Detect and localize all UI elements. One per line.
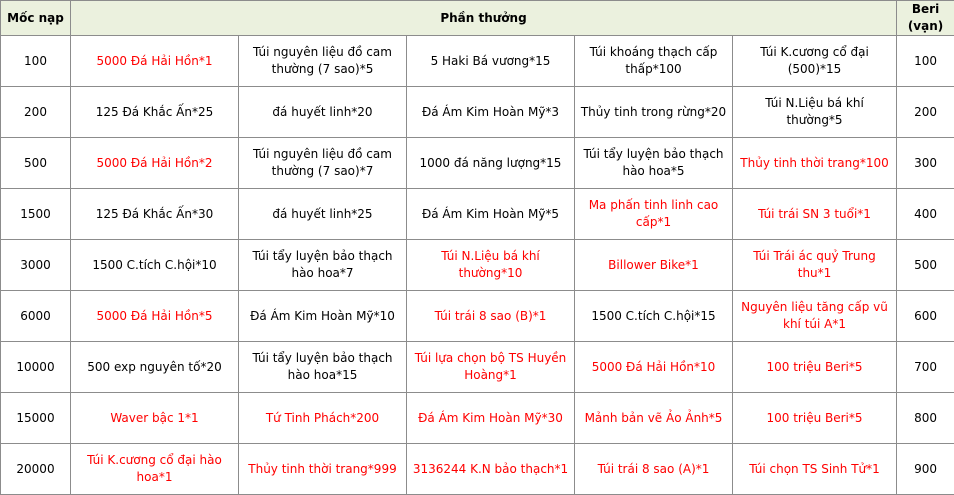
- moc-nap-cell: 3000: [1, 240, 71, 291]
- beri-cell: 800: [897, 393, 954, 444]
- table-row: [1, 240, 954, 291]
- reward-cell: 1500 C.tích C.hội*10: [71, 240, 239, 291]
- table-row: [1, 87, 954, 138]
- reward-cell: 5 Haki Bá vương*15: [407, 36, 575, 87]
- reward-cell: Tứ Tinh Phách*200: [239, 393, 407, 444]
- reward-cell: Thủy tinh thời trang*100: [733, 138, 897, 189]
- moc-nap-header: Mốc nạp: [1, 1, 71, 36]
- reward-cell: đá huyết linh*25: [239, 189, 407, 240]
- reward-cell: 100 triệu Beri*5: [733, 393, 897, 444]
- reward-cell: Thủy tinh trong rừng*20: [575, 87, 733, 138]
- reward-cell: 5000 Đá Hải Hồn*10: [575, 342, 733, 393]
- beri-cell: 500: [897, 240, 954, 291]
- beri-cell: 200: [897, 87, 954, 138]
- table-row: [1, 291, 954, 342]
- beri-cell: 600: [897, 291, 954, 342]
- reward-cell: Túi K.cương cổ đại hào hoa*1: [71, 444, 239, 495]
- reward-cell: 5000 Đá Hải Hồn*2: [71, 138, 239, 189]
- beri-cell: 700: [897, 342, 954, 393]
- reward-cell: Túi N.Liệu bá khí thường*5: [733, 87, 897, 138]
- reward-cell: Túi nguyên liệu đồ cam thường (7 sao)*5: [239, 36, 407, 87]
- reward-cell: Nguyên liệu tăng cấp vũ khí túi A*1: [733, 291, 897, 342]
- reward-cell: 5000 Đá Hải Hồn*1: [71, 36, 239, 87]
- reward-cell: 125 Đá Khắc Ấn*25: [71, 87, 239, 138]
- moc-nap-cell: 200: [1, 87, 71, 138]
- moc-nap-cell: 10000: [1, 342, 71, 393]
- header-row: [1, 1, 954, 36]
- reward-cell: Thủy tinh thời trang*999: [239, 444, 407, 495]
- reward-cell: 500 exp nguyên tố*20: [71, 342, 239, 393]
- reward-cell: Túi tẩy luyện bảo thạch hào hoa*7: [239, 240, 407, 291]
- reward-cell: Túi trái 8 sao (A)*1: [575, 444, 733, 495]
- table-row: [1, 36, 954, 87]
- reward-cell: Túi Trái ác quỷ Trung thu*1: [733, 240, 897, 291]
- reward-cell: Túi tẩy luyện bảo thạch hào hoa*15: [239, 342, 407, 393]
- reward-cell: Túi K.cương cổ đại (500)*15: [733, 36, 897, 87]
- reward-cell: 1000 đá năng lượng*15: [407, 138, 575, 189]
- moc-nap-cell: 500: [1, 138, 71, 189]
- beri-cell: 300: [897, 138, 954, 189]
- beri-cell: 100: [897, 36, 954, 87]
- reward-cell: Đá Ám Kim Hoàn Mỹ*10: [239, 291, 407, 342]
- table-row: [1, 444, 954, 495]
- reward-cell: Waver bậc 1*1: [71, 393, 239, 444]
- table-row: [1, 342, 954, 393]
- reward-cell: Túi N.Liệu bá khí thường*10: [407, 240, 575, 291]
- reward-cell: Đá Ám Kim Hoàn Mỹ*5: [407, 189, 575, 240]
- moc-nap-cell: 20000: [1, 444, 71, 495]
- reward-cell: Túi trái 8 sao (B)*1: [407, 291, 575, 342]
- reward-cell: Túi khoáng thạch cấp thấp*100: [575, 36, 733, 87]
- reward-cell: 100 triệu Beri*5: [733, 342, 897, 393]
- moc-nap-cell: 15000: [1, 393, 71, 444]
- reward-cell: đá huyết linh*20: [239, 87, 407, 138]
- reward-cell: Đá Ám Kim Hoàn Mỹ*30: [407, 393, 575, 444]
- beri-cell: 900: [897, 444, 954, 495]
- moc-nap-cell: 1500: [1, 189, 71, 240]
- reward-cell: Ma phấn tinh linh cao cấp*1: [575, 189, 733, 240]
- reward-cell: 1500 C.tích C.hội*15: [575, 291, 733, 342]
- reward-cell: 5000 Đá Hải Hồn*5: [71, 291, 239, 342]
- table-row: [1, 189, 954, 240]
- reward-cell: 3136244 K.N bảo thạch*1: [407, 444, 575, 495]
- moc-nap-cell: 100: [1, 36, 71, 87]
- reward-cell: Túi tẩy luyện bảo thạch hào hoa*5: [575, 138, 733, 189]
- table-row: [1, 393, 954, 444]
- reward-cell: 125 Đá Khắc Ấn*30: [71, 189, 239, 240]
- reward-cell: Đá Ám Kim Hoàn Mỹ*3: [407, 87, 575, 138]
- phan-thuong-header: Phần thưởng: [71, 1, 897, 36]
- reward-cell: Túi chọn TS Sinh Tử*1: [733, 444, 897, 495]
- beri-header: Beri (vạn): [897, 1, 954, 36]
- reward-cell: Túi trái SN 3 tuổi*1: [733, 189, 897, 240]
- reward-cell: Mảnh bản vẽ Ảo Ảnh*5: [575, 393, 733, 444]
- moc-nap-cell: 6000: [1, 291, 71, 342]
- reward-cell: Túi nguyên liệu đồ cam thường (7 sao)*7: [239, 138, 407, 189]
- reward-cell: Túi lựa chọn bộ TS Huyền Hoàng*1: [407, 342, 575, 393]
- beri-cell: 400: [897, 189, 954, 240]
- table-row: [1, 138, 954, 189]
- reward-cell: Billower Bike*1: [575, 240, 733, 291]
